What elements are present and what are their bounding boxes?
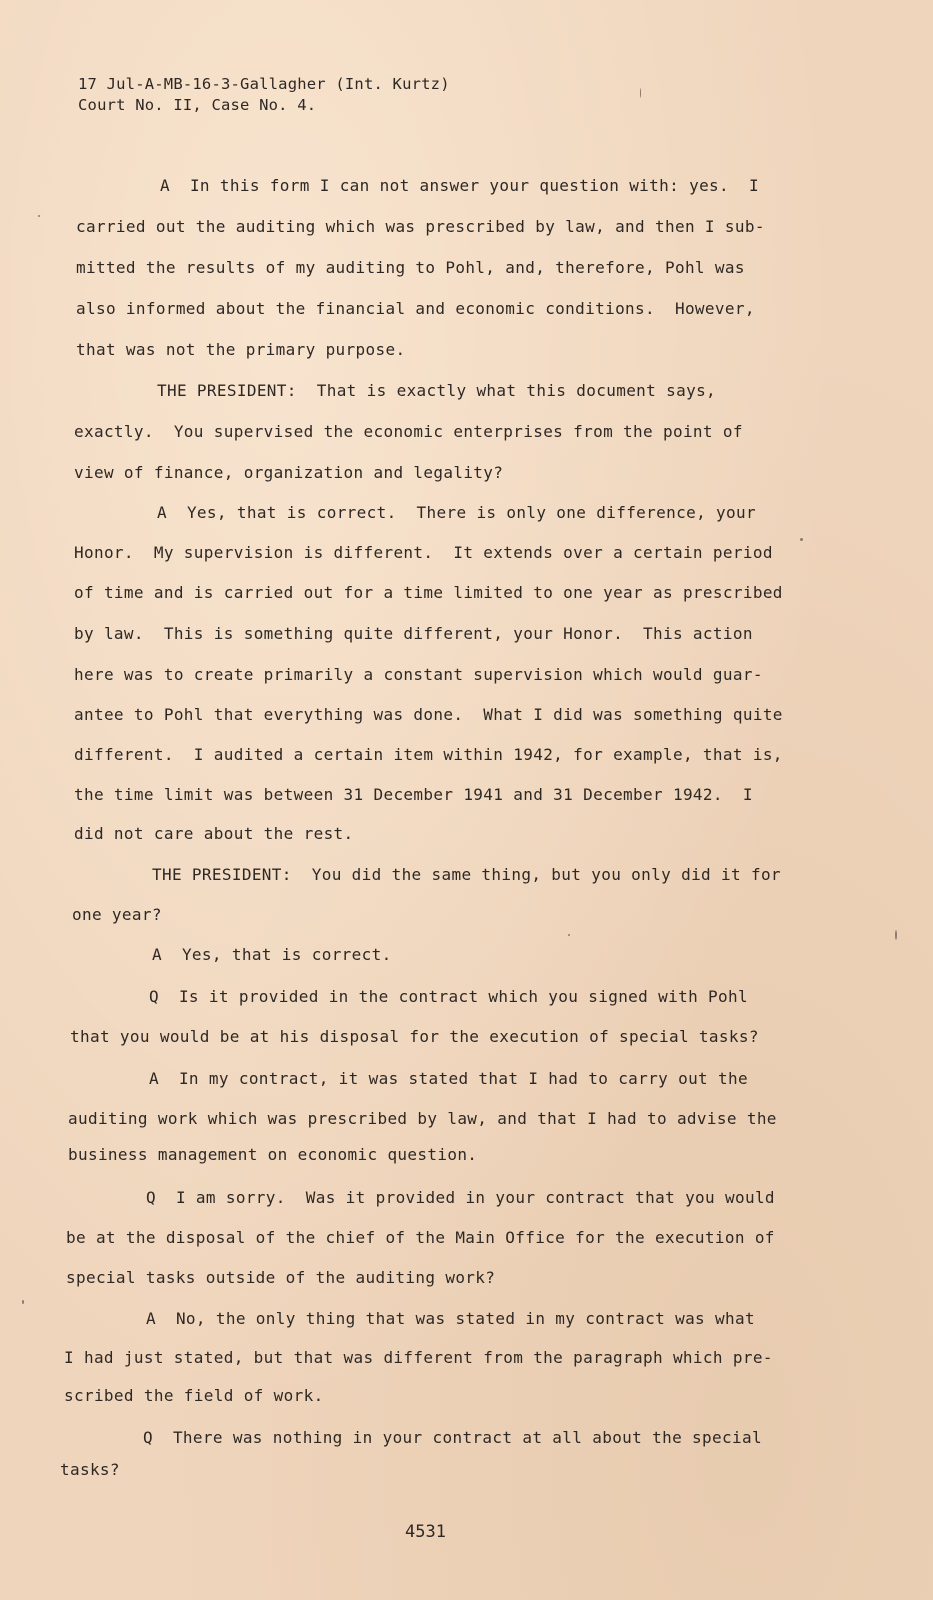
transcript-line: auditing work which was prescribed by law, and that I had to advise the bbox=[68, 1109, 777, 1128]
transcript-line: special tasks outside of the auditing work? bbox=[66, 1268, 496, 1287]
transcript-line: Q I am sorry. Was it provided in your contract that you would bbox=[146, 1188, 775, 1207]
page-number: 4531 bbox=[405, 1522, 446, 1542]
transcript-line: A In this form I can not answer your question with: yes. I bbox=[160, 176, 759, 195]
transcript-line: tasks? bbox=[60, 1460, 120, 1479]
transcript-line: scribed the field of work. bbox=[64, 1386, 324, 1405]
transcript-line: business management on economic question. bbox=[68, 1145, 478, 1164]
transcript-line: Q There was nothing in your contract at all about the special bbox=[143, 1428, 762, 1447]
transcript-line: A In my contract, it was stated that I had to carry out the bbox=[149, 1069, 748, 1088]
header-case-reference: 17 Jul-A-MB-16-3-Gallagher (Int. Kurtz) bbox=[78, 75, 450, 93]
transcript-line: did not care about the rest. bbox=[74, 824, 354, 843]
transcript-line: different. I audited a certain item within 1942, for example, that is, bbox=[74, 745, 783, 764]
transcript-line: A Yes, that is correct. bbox=[152, 945, 392, 964]
paper-speck bbox=[640, 88, 641, 98]
transcript-line: Q Is it provided in the contract which you signed with Pohl bbox=[149, 987, 748, 1006]
paper-speck bbox=[800, 538, 803, 541]
document-header bbox=[78, 74, 450, 116]
paper-speck bbox=[38, 215, 40, 217]
transcript-line: of time and is carried out for a time limited to one year as prescribed bbox=[74, 583, 783, 602]
transcript-line: mitted the results of my auditing to Pohl, and, therefore, Pohl was bbox=[76, 258, 745, 277]
paper-speck bbox=[895, 930, 897, 940]
transcript-line: carried out the auditing which was prescribed by law, and then I sub- bbox=[76, 217, 765, 236]
paper-speck bbox=[22, 1300, 24, 1304]
transcript-line: antee to Pohl that everything was done. What I did was something quite bbox=[74, 705, 783, 724]
transcript-line: by law. This is something quite different, your Honor. This action bbox=[74, 624, 753, 643]
transcript-line: view of finance, organization and legality? bbox=[74, 463, 504, 482]
transcript-line: exactly. You supervised the economic enterprises from the point of bbox=[74, 422, 743, 441]
transcript-line: here was to create primarily a constant supervision which would guar- bbox=[74, 665, 763, 684]
transcript-line: the time limit was between 31 December 1941 and 31 December 1942. I bbox=[74, 785, 753, 804]
header-court-case: Court No. II, Case No. 4. bbox=[78, 96, 317, 114]
transcript-line: THE PRESIDENT: That is exactly what this document says, bbox=[157, 381, 717, 400]
transcript-line: be at the disposal of the chief of the Main Office for the execution of bbox=[66, 1228, 775, 1247]
transcript-line: I had just stated, but that was different from the paragraph which pre- bbox=[64, 1348, 773, 1367]
transcript-line: that was not the primary purpose. bbox=[76, 340, 406, 359]
transcript-line: also informed about the financial and economic conditions. However, bbox=[76, 299, 755, 318]
transcript-line: THE PRESIDENT: You did the same thing, but you only did it for bbox=[152, 865, 781, 884]
transcript-line: A Yes, that is correct. There is only one difference, your bbox=[157, 503, 756, 522]
transcript-line: A No, the only thing that was stated in my contract was what bbox=[146, 1309, 755, 1328]
transcript-line: that you would be at his disposal for the execution of special tasks? bbox=[70, 1027, 759, 1046]
transcript-line: Honor. My supervision is different. It extends over a certain period bbox=[74, 543, 773, 562]
transcript-line: one year? bbox=[72, 905, 162, 924]
paper-speck bbox=[568, 934, 570, 936]
